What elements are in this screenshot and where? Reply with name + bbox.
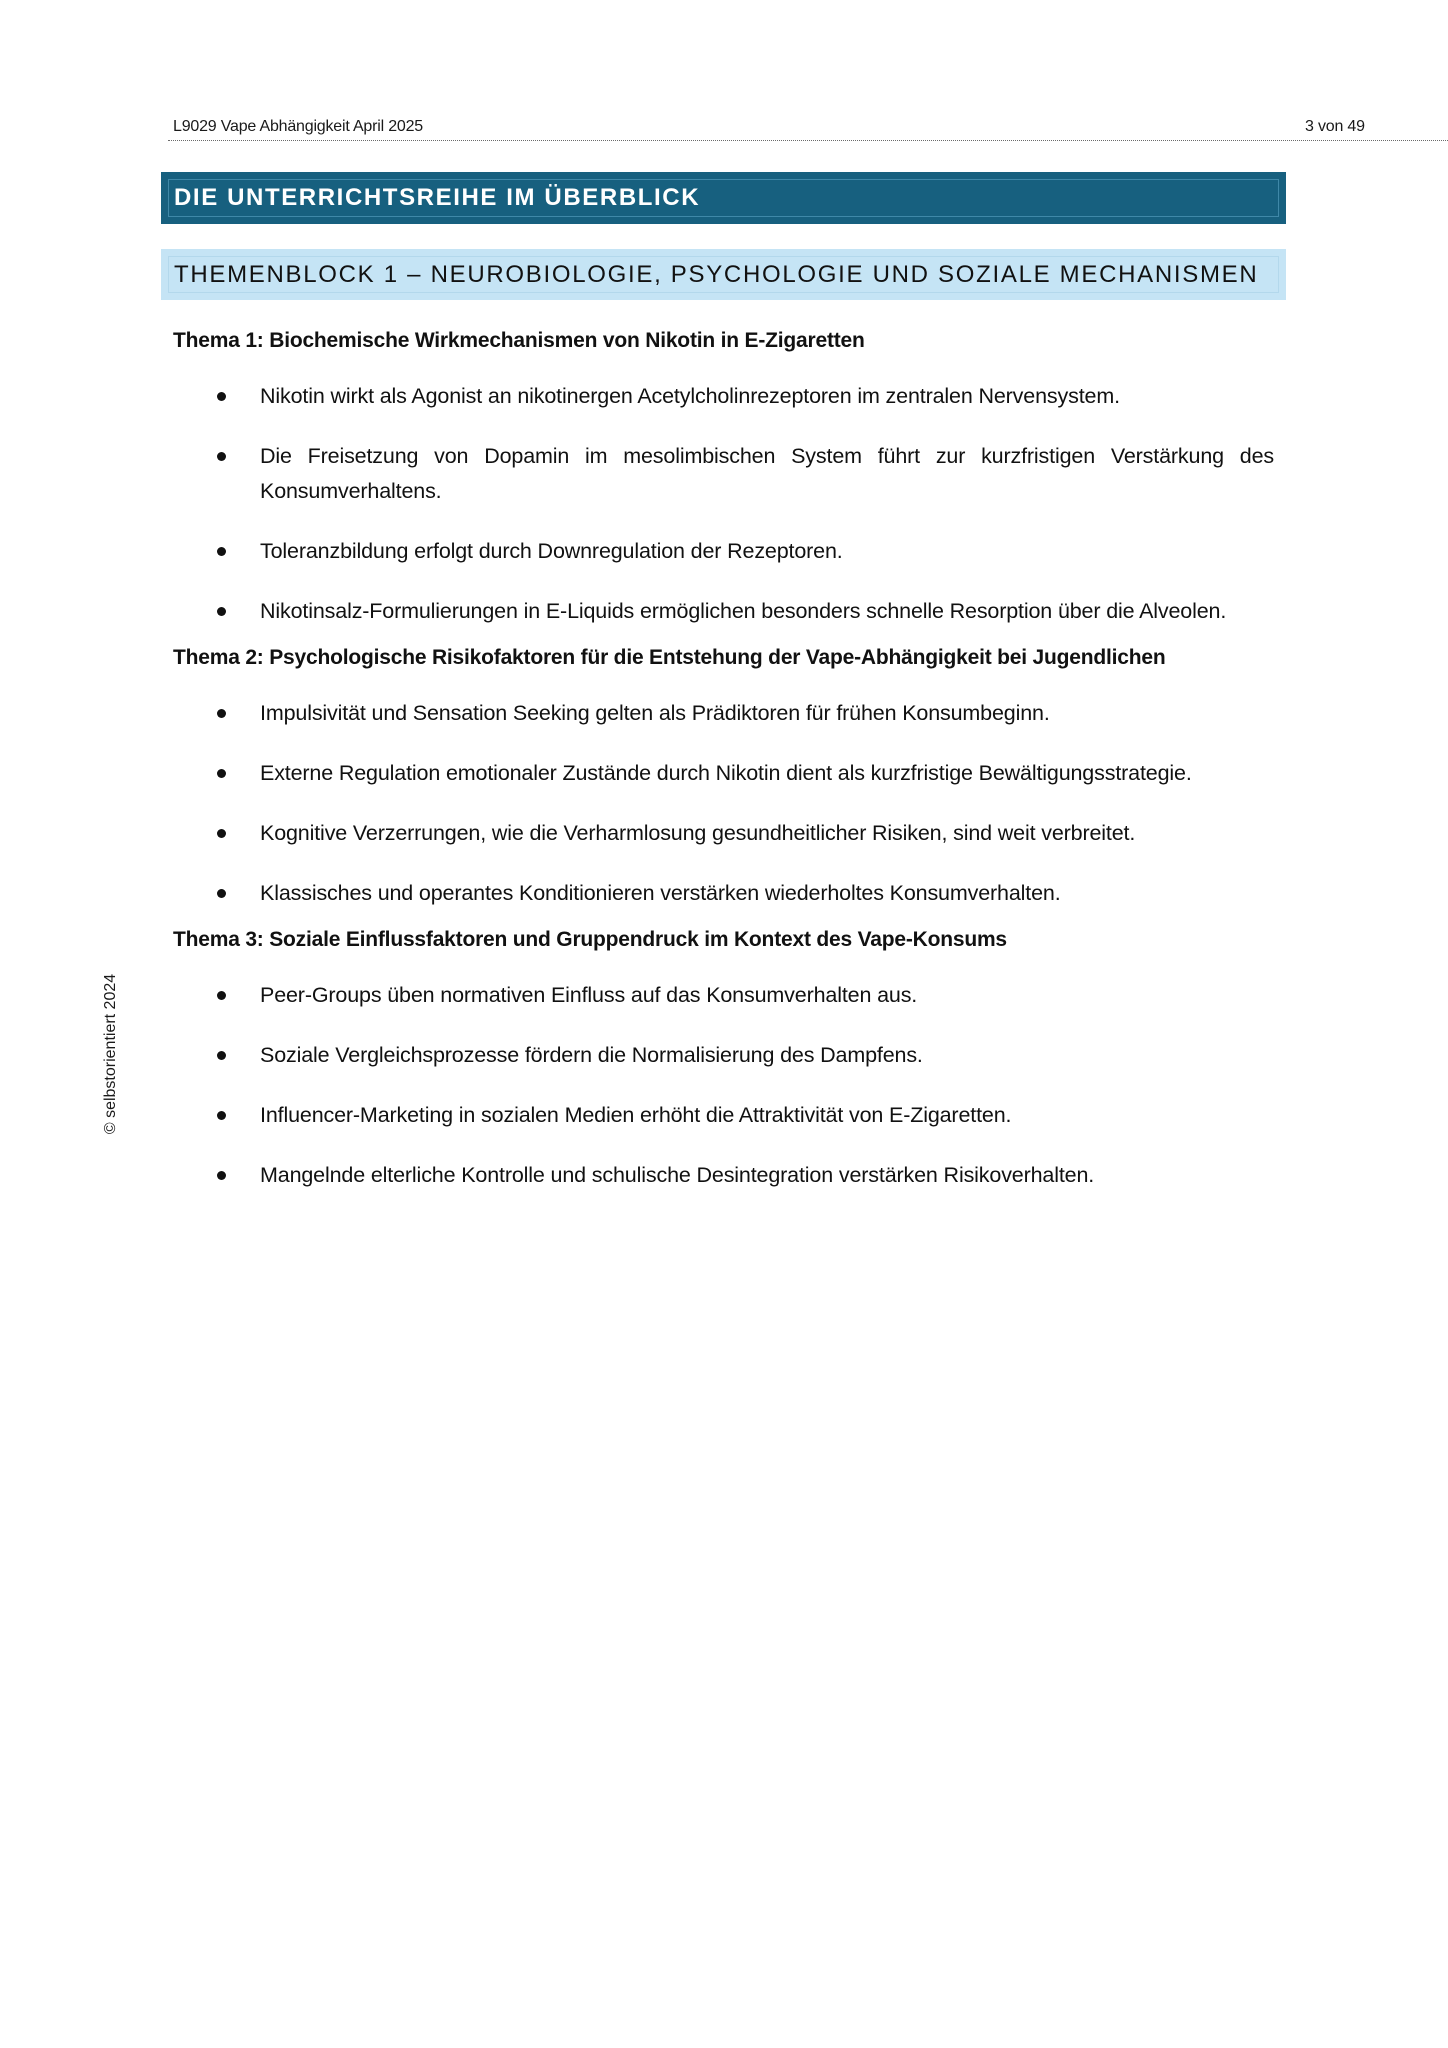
theme-section-2 — [173, 643, 1274, 911]
list-item-text: Nikotin wirkt als Agonist an nikotinergen Acetylcholinrezeptoren im zentralen Nervensystem. — [260, 384, 1120, 408]
bullet-list — [173, 978, 1274, 1193]
list-item-text: Mangelnde elterliche Kontrolle und schulische Desintegration verstärken Risikoverhalten. — [260, 1163, 1095, 1187]
list-item — [173, 379, 1274, 414]
section-title: DIE UNTERRICHTSREIHE IM ÜBERBLICK — [174, 184, 701, 211]
list-item-text: Soziale Vergleichsprozesse fördern die Normalisierung des Dampfens. — [260, 1043, 923, 1067]
bullet-icon — [217, 889, 226, 898]
list-item-text: Impulsivität und Sensation Seeking gelten als Prädiktoren für frühen Konsumbeginn. — [260, 701, 1050, 725]
copyright-notice: © selbstorientiert 2024 — [102, 973, 119, 1135]
bullet-icon — [217, 991, 226, 1000]
list-item-text: Die Freisetzung von Dopamin im mesolimbischen System führt zur kurzfristigen Verstärkung des Konsumverhaltens. — [260, 444, 1274, 503]
theme-heading: Thema 1: Biochemische Wirkmechanismen von Nikotin in E-Zigaretten — [173, 329, 865, 352]
list-item — [173, 1098, 1274, 1133]
page-indicator: 3 von 49 — [1305, 118, 1365, 135]
list-item — [173, 696, 1274, 731]
bullet-icon — [217, 769, 226, 778]
bullet-icon — [217, 452, 226, 461]
bullet-icon — [217, 829, 226, 838]
bullet-icon — [217, 1111, 226, 1120]
list-item-text: Klassisches und operantes Konditionieren verstärken wiederholtes Konsumverhalten. — [260, 881, 1061, 905]
theme-heading: Thema 3: Soziale Einflussfaktoren und Gruppendruck im Kontext des Vape-Konsums — [173, 928, 1007, 951]
document-title: L9029 Vape Abhängigkeit April 2025 — [173, 118, 424, 135]
bullet-icon — [217, 547, 226, 556]
theme-heading: Thema 2: Psychologische Risikofaktoren für die Entstehung der Vape-Abhängigkeit bei Jugendlichen — [173, 646, 1166, 669]
themenblock-bar — [161, 249, 1286, 300]
section-title-bar — [161, 172, 1286, 224]
list-item — [173, 876, 1274, 911]
list-item — [173, 594, 1274, 629]
themenblock-title: THEMENBLOCK 1 – NEUROBIOLOGIE, PSYCHOLOGIE UND SOZIALE MECHANISMEN — [174, 261, 1259, 288]
bullet-icon — [217, 1171, 226, 1180]
list-item-text: Externe Regulation emotionaler Zustände durch Nikotin dient als kurzfristige Bewältigungsstrategie. — [260, 761, 1192, 785]
list-item-text: Toleranzbildung erfolgt durch Downregulation der Rezeptoren. — [260, 539, 843, 563]
theme-section-3 — [173, 925, 1274, 1193]
list-item-text: Kognitive Verzerrungen, wie die Verharmlosung gesundheitlicher Risiken, sind weit verbreitet. — [260, 821, 1136, 845]
bullet-icon — [217, 392, 226, 401]
bullet-list — [173, 696, 1274, 911]
list-item-text: Influencer-Marketing in sozialen Medien erhöht die Attraktivität von E-Zigaretten. — [260, 1103, 1012, 1127]
list-item — [173, 1158, 1274, 1193]
bullet-icon — [217, 607, 226, 616]
list-item — [173, 978, 1274, 1013]
bullet-icon — [217, 709, 226, 718]
list-item-text: Peer-Groups üben normativen Einfluss auf das Konsumverhalten aus. — [260, 983, 918, 1007]
list-item — [173, 534, 1274, 569]
themes-content — [173, 326, 1274, 1207]
list-item — [173, 756, 1274, 791]
list-item — [173, 439, 1274, 509]
theme-section-1 — [173, 326, 1274, 629]
bullet-icon — [217, 1051, 226, 1060]
list-item — [173, 1038, 1274, 1073]
bullet-list — [173, 379, 1274, 629]
list-item — [173, 816, 1274, 851]
list-item-text: Nikotinsalz-Formulierungen in E-Liquids ermöglichen besonders schnelle Resorption über die Alveolen. — [260, 599, 1227, 623]
header-divider — [168, 140, 1448, 141]
